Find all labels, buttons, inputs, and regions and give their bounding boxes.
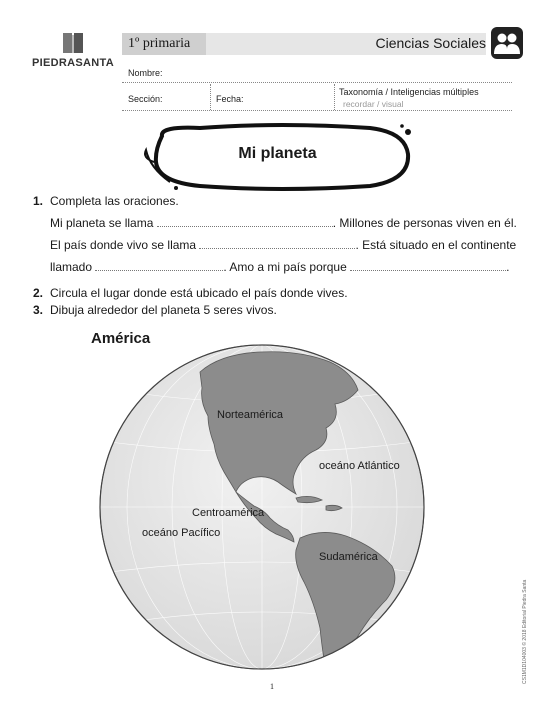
section-label: Sección:	[128, 94, 163, 104]
page-number: 1	[270, 682, 274, 691]
answer-blank[interactable]	[157, 216, 333, 227]
question-text: Completa las oraciones.	[50, 194, 179, 208]
sentence-line	[50, 238, 516, 252]
sentence-start: Mi planeta se llama	[50, 216, 154, 230]
publisher-logo: PIEDRASANTA	[32, 57, 114, 69]
answer-blank[interactable]	[95, 260, 223, 271]
label-central-america[interactable]: Centroamérica	[192, 507, 265, 519]
label-south-america[interactable]: Sudamérica	[319, 551, 378, 563]
answer-blank[interactable]	[350, 260, 506, 271]
question-text: Circula el lugar donde está ubicado el país donde vives.	[50, 286, 348, 300]
people-icon	[491, 27, 523, 59]
section-line	[122, 110, 512, 111]
question-number: 1.	[33, 194, 44, 208]
answer-blank[interactable]	[199, 238, 355, 249]
grade-label: 1º primaria	[128, 36, 191, 51]
divider	[210, 84, 211, 110]
copyright-code: CS1M1D104003 © 2018 Editorial Piedra Santa	[522, 579, 528, 684]
divider	[334, 84, 335, 110]
question-number: 2.	[33, 286, 44, 300]
publisher-book-icon	[62, 32, 84, 54]
name-label: Nombre:	[128, 68, 163, 78]
sentence-middle: . Amo a mi país porque	[223, 260, 347, 274]
page-title: Mi planeta	[238, 145, 317, 162]
name-line[interactable]	[122, 82, 512, 83]
subject-label: Ciencias Sociales	[375, 35, 486, 51]
sentence-end: . Millones de personas viven en él.	[332, 216, 517, 230]
sentence-line	[50, 216, 517, 230]
sentence-start: El país donde vivo se llama	[50, 238, 197, 252]
sentence-end: . Está situado en el continente	[355, 238, 517, 252]
globe-map	[90, 332, 450, 672]
label-atlantic-ocean: oceáno Atlántico	[319, 460, 400, 472]
sentence-line	[50, 260, 509, 274]
label-north-america[interactable]: Norteamérica	[217, 409, 284, 421]
sentence-start: llamado	[50, 260, 93, 274]
map-title: América	[91, 330, 151, 347]
sentence-end: .	[506, 260, 510, 274]
taxonomy-label: Taxonomía / Inteligencias múltiples	[339, 87, 479, 97]
question-text: Dibuja alrededor del planeta 5 seres vivos.	[50, 303, 277, 317]
question-number: 3.	[33, 303, 44, 317]
label-pacific-ocean: oceáno Pacífico	[142, 527, 221, 539]
taxonomy-sub: recordar / visual	[343, 99, 404, 109]
date-label: Fecha:	[216, 94, 244, 104]
